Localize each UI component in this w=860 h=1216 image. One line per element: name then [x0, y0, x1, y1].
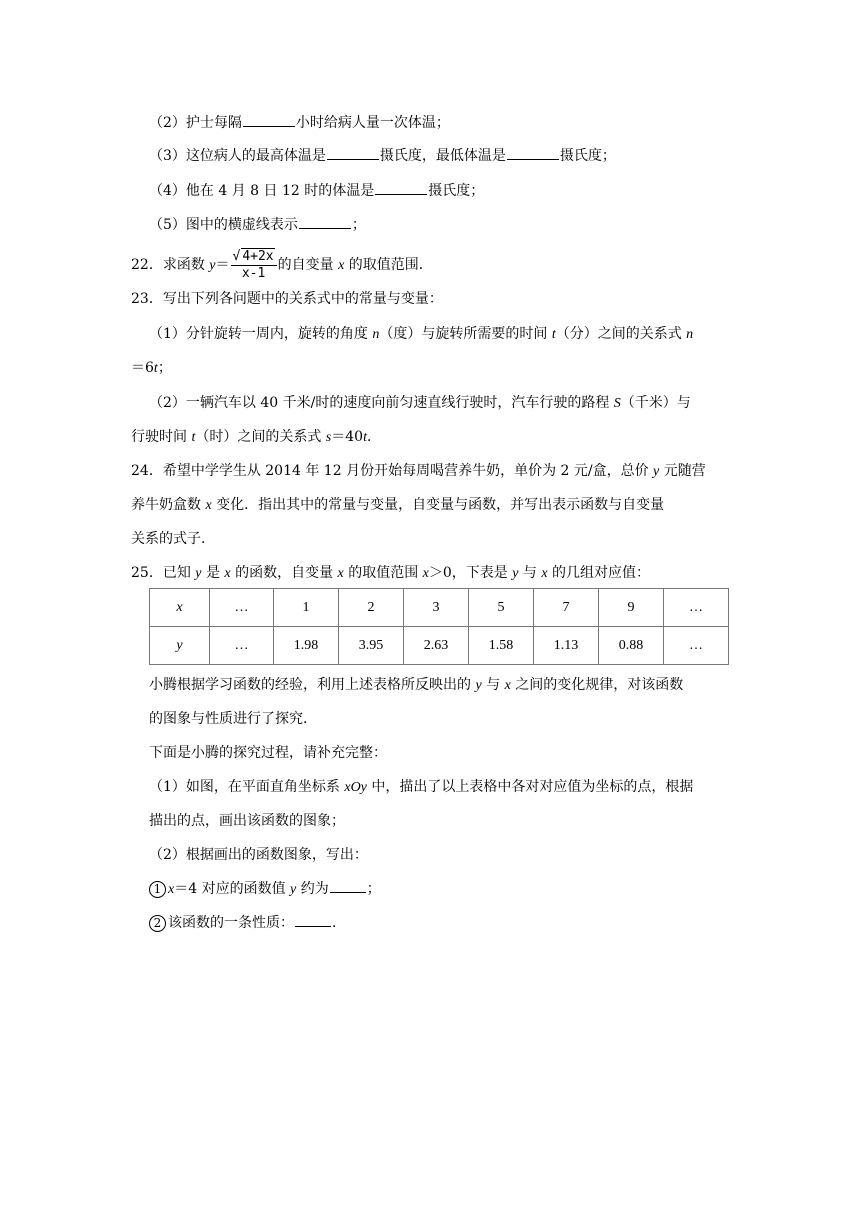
- answer-blank[interactable]: [507, 145, 559, 160]
- q25-step2: （2）根据画出的函数图象，写出：: [149, 847, 368, 863]
- q25-para2: 的图象与性质进行了探究．: [149, 711, 317, 727]
- table-row-x: [150, 589, 729, 627]
- table-cell: 0.88: [599, 627, 664, 665]
- q25-subq1: 1 x＝4 对应的函数值 y 约为 ；: [149, 878, 381, 900]
- question-number: 24．: [131, 463, 163, 479]
- table-cell: 1: [274, 589, 339, 627]
- table-cell: y: [150, 627, 210, 665]
- q24-line3: 关系的式子．: [131, 531, 215, 547]
- answer-blank[interactable]: [299, 214, 351, 229]
- value-table: [149, 588, 729, 665]
- table-cell: 9: [599, 589, 664, 627]
- q23-part2-line2: 行驶时间 t（时）之间的关系式 s＝40t．: [131, 429, 381, 445]
- q25-step1-line2: 描出的点，画出该函数的图象；: [149, 813, 345, 829]
- table-cell: 2.63: [404, 627, 469, 665]
- question-number: 25．: [131, 565, 163, 581]
- q21-item4: （4）他在 4 月 8 日 12 时的体温是 摄氏度；: [149, 180, 484, 201]
- sqrt-icon: √: [232, 249, 241, 264]
- q23-part1-line2: ＝6t；: [131, 360, 172, 376]
- q22: 22．求函数 y＝ $\frac{√ 4+2x}{x-1}$ 的自变量 x 的取值范围．: [131, 249, 433, 281]
- answer-blank[interactable]: [375, 180, 427, 195]
- table-cell: 7: [534, 589, 599, 627]
- table-cell: x: [150, 589, 210, 627]
- table-cell: 3: [404, 589, 469, 627]
- q25-step1-line1: （1）如图，在平面直角坐标系 xOy 中，描出了以上表格中各对对应值为坐标的点，根据: [149, 779, 694, 795]
- q25-para3: 下面是小腾的探究过程，请补充完整：: [149, 745, 387, 761]
- circled-number-2: 2: [149, 915, 166, 932]
- answer-blank[interactable]: [295, 912, 331, 927]
- table-cell: 3.95: [339, 627, 404, 665]
- q25-line1: 25．已知 y 是 x 的函数，自变量 x 的取值范围 x＞0，下表是 y 与 x 的几组对应值：: [131, 565, 651, 581]
- table-cell: …: [210, 589, 274, 627]
- table-cell: …: [664, 589, 729, 627]
- table-cell: 5: [469, 589, 534, 627]
- q21-item3: （3）这位病人的最高体温是 摄氏度，最低体温是 摄氏度；: [149, 145, 616, 166]
- q24-line1: 24．希望中学学生从 2014 年 12 月份开始每周喝营养牛奶，单价为 2 元/盒，总价 y 元随营: [131, 463, 706, 479]
- table-cell: 1.98: [274, 627, 339, 665]
- answer-blank[interactable]: [243, 112, 295, 127]
- question-number: 22．: [131, 257, 163, 273]
- q21-item5: （5）图中的横虚线表示 ；: [149, 214, 366, 235]
- q21-item2: （2）护士每隔 小时给病人量一次体温；: [149, 112, 450, 133]
- table-row-y: [150, 627, 729, 665]
- fraction: [231, 248, 277, 282]
- table-cell: 1.13: [534, 627, 599, 665]
- circled-number-1: 1: [149, 881, 166, 898]
- q25-subq2: 2 该函数的一条性质： ．: [149, 912, 346, 933]
- question-number: 23．: [131, 291, 163, 307]
- table-cell: 2: [339, 589, 404, 627]
- q23-title: 23．写出下列各问题中的关系式中的常量与变量：: [131, 291, 443, 307]
- answer-blank[interactable]: [327, 145, 379, 160]
- fraction-denominator: x-1: [241, 266, 266, 281]
- answer-blank[interactable]: [330, 878, 366, 893]
- q23-part2-line1: （2）一辆汽车以 40 千米/时的速度向前匀速直线行驶时，汽车行驶的路程 S（千米）与: [149, 395, 691, 411]
- table-cell: …: [664, 627, 729, 665]
- table-cell: …: [210, 627, 274, 665]
- q25-para1: 小腾根据学习函数的经验，利用上述表格所反映出的 y 与 x 之间的变化规律，对该函数: [149, 677, 684, 693]
- q24-line2: 养牛奶盒数 x 变化．指出其中的常量与变量，自变量与函数，并写出表示函数与自变量: [131, 497, 665, 513]
- fraction-numerator: 4+2x: [242, 249, 274, 264]
- q23-part1-line1: （1）分针旋转一周内，旋转的角度 n（度）与旋转所需要的时间 t（分）之间的关系式 n: [149, 326, 694, 342]
- table-cell: 1.58: [469, 627, 534, 665]
